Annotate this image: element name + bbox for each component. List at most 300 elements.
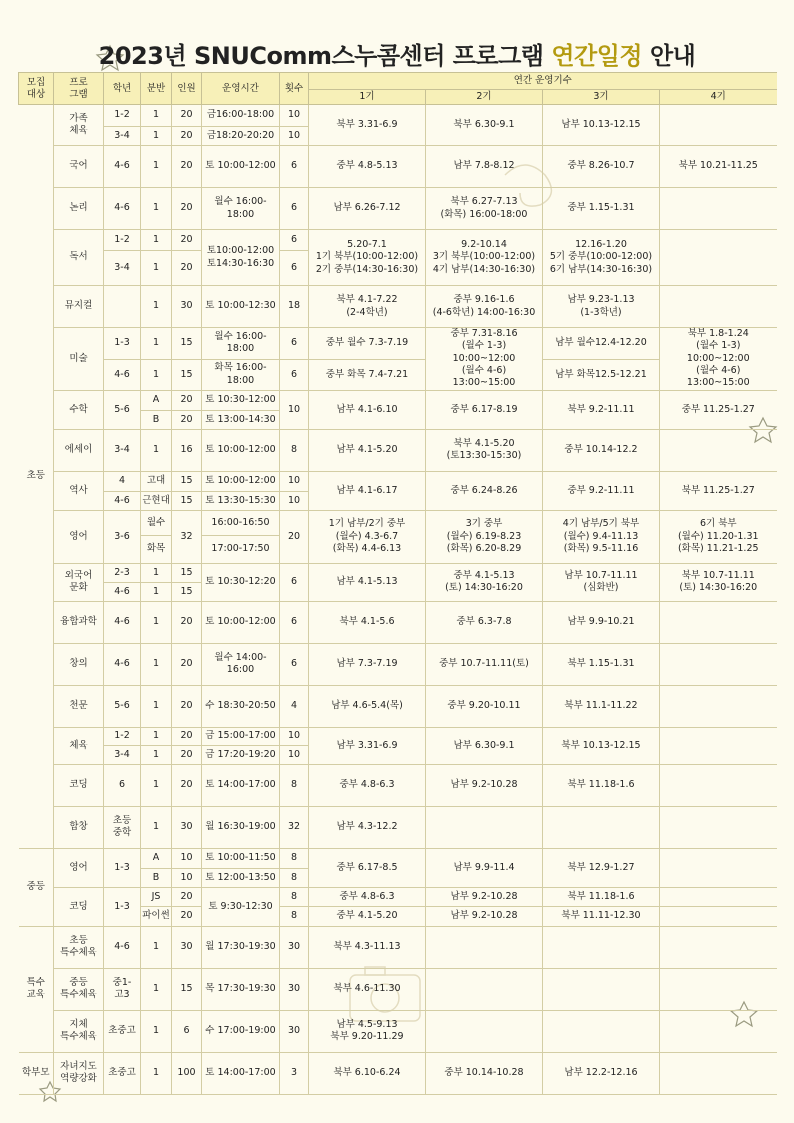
time-cell: 토 10:00-12:30	[202, 286, 280, 328]
term1-cell: 북부 4.6-11.30	[309, 968, 426, 1010]
term4-cell	[660, 601, 777, 643]
capacity-cell: 20	[172, 906, 202, 926]
term3-cell: 남부 9.23-1.13 (1-3학년)	[543, 286, 660, 328]
class-cell: A	[141, 390, 172, 410]
count-cell: 6	[280, 230, 309, 251]
term4-cell: 6기 북부 (월수) 11.20-1.31 (화목) 11.21-1.25	[660, 510, 777, 563]
capacity-cell: 15	[172, 563, 202, 582]
count-cell: 10	[280, 390, 309, 429]
time-cell: 월수 14:00-16:00	[202, 643, 280, 685]
term3-cell: 남부 10.7-11.11 (심화반)	[543, 563, 660, 601]
count-cell: 30	[280, 968, 309, 1010]
term3-cell: 북부 10.13-12.15	[543, 727, 660, 764]
time-cell: 월 16:30-19:00	[202, 806, 280, 848]
term2-cell	[426, 806, 543, 848]
program-cell: 코딩	[54, 887, 104, 926]
term3-cell	[543, 806, 660, 848]
term3-cell: 북부 11.1-11.22	[543, 685, 660, 727]
table-row	[19, 286, 777, 328]
term4-cell	[660, 643, 777, 685]
term4-cell	[660, 188, 777, 230]
table-row	[19, 1010, 777, 1052]
class-cell: 1	[141, 230, 172, 251]
table-row	[19, 764, 777, 806]
time-cell: 토 10:30-12:20	[202, 563, 280, 601]
header-class: 분반	[141, 73, 172, 105]
capacity-cell: 15	[172, 359, 202, 390]
program-cell: 에세이	[54, 429, 104, 471]
grade-cell: 3-4	[104, 745, 141, 764]
header-row	[19, 73, 777, 90]
class-cell: 1	[141, 286, 172, 328]
class-cell: 1	[141, 968, 172, 1010]
class-cell: 1	[141, 806, 172, 848]
count-cell: 10	[280, 727, 309, 745]
term1-cell: 남부 7.3-7.19	[309, 643, 426, 685]
term3-cell: 북부 11.11-12.30	[543, 906, 660, 926]
class-cell: 1	[141, 127, 172, 146]
class-cell: 1	[141, 429, 172, 471]
class-cell: 화목	[141, 535, 172, 563]
grade-cell: 3-4	[104, 251, 141, 286]
capacity-cell: 20	[172, 105, 202, 127]
class-cell: 1	[141, 563, 172, 582]
capacity-cell: 30	[172, 926, 202, 968]
term3-cell: 중부 1.15-1.31	[543, 188, 660, 230]
time-cell: 금 15:00-17:00	[202, 727, 280, 745]
capacity-cell: 20	[172, 390, 202, 410]
table-row	[19, 429, 777, 471]
term4-cell	[660, 1052, 777, 1094]
term4-cell	[660, 968, 777, 1010]
count-cell: 8	[280, 429, 309, 471]
time-cell: 수 17:00-19:00	[202, 1010, 280, 1052]
count-cell: 6	[280, 643, 309, 685]
term1-cell: 1기 남부/2기 중부 (월수) 4.3-6.7 (화목) 4.4-6.13	[309, 510, 426, 563]
count-cell: 6	[280, 146, 309, 188]
table-row	[19, 727, 777, 745]
term2-cell: 북부 6.30-9.1	[426, 105, 543, 146]
time-cell: 화목 16:00-18:00	[202, 359, 280, 390]
class-cell: 1	[141, 105, 172, 127]
capacity-cell: 30	[172, 286, 202, 328]
term4-cell	[660, 429, 777, 471]
term1-cell: 중부 4.8-6.3	[309, 764, 426, 806]
term1-cell: 중부 4.8-5.13	[309, 146, 426, 188]
time-cell: 16:00-16:50	[202, 510, 280, 535]
time-cell: 토 9:30-12:30	[202, 887, 280, 926]
grade-cell: 1-2	[104, 230, 141, 251]
term4-cell	[660, 806, 777, 848]
grade-cell: 6	[104, 764, 141, 806]
count-cell: 32	[280, 806, 309, 848]
term4-cell	[660, 1010, 777, 1052]
table-row	[19, 328, 777, 360]
term1-cell: 중부 4.1-5.20	[309, 906, 426, 926]
term2-cell: 중부 6.17-8.19	[426, 390, 543, 429]
count-cell: 10	[280, 127, 309, 146]
count-cell: 8	[280, 868, 309, 887]
program-cell: 뮤지컬	[54, 286, 104, 328]
capacity-cell: 10	[172, 868, 202, 887]
count-cell: 20	[280, 510, 309, 563]
term2-cell: 중부 10.7-11.11(토)	[426, 643, 543, 685]
term2-cell	[426, 926, 543, 968]
term2-cell: 남부 9.2-10.28	[426, 887, 543, 906]
program-cell: 체육	[54, 727, 104, 764]
title-suffix: 안내	[642, 42, 696, 70]
grade-cell: 1-3	[104, 887, 141, 926]
capacity-cell: 15	[172, 491, 202, 510]
grade-cell: 초중고	[104, 1052, 141, 1094]
time-cell: 토 14:00-17:00	[202, 1052, 280, 1094]
program-cell: 융합과학	[54, 601, 104, 643]
term1-cell: 남부 4.3-12.2	[309, 806, 426, 848]
grade-cell: 4-6	[104, 601, 141, 643]
term3-cell	[543, 1010, 660, 1052]
term3-cell: 남부 화목12.5-12.21	[543, 359, 660, 390]
term1-cell: 5.20-7.1 1기 북부(10:00-12:00) 2기 중부(14:30-16:30)	[309, 230, 426, 286]
term1-cell: 남부 4.1-6.10	[309, 390, 426, 429]
time-cell: 토 14:00-17:00	[202, 764, 280, 806]
table-row	[19, 806, 777, 848]
count-cell: 8	[280, 887, 309, 906]
grade-cell: 5-6	[104, 685, 141, 727]
term3-cell: 북부 11.18-1.6	[543, 764, 660, 806]
term4-cell: 북부 10.7-11.11 (토) 14:30-16:20	[660, 563, 777, 601]
grade-cell: 3-4	[104, 127, 141, 146]
time-cell: 토 10:00-12:00	[202, 146, 280, 188]
term3-cell: 남부 12.2-12.16	[543, 1052, 660, 1094]
header-annual: 연간 운영기수	[309, 73, 777, 90]
level-elementary: 초등	[19, 105, 54, 849]
grade-cell: 초등 중학	[104, 806, 141, 848]
term4-cell	[660, 286, 777, 328]
schedule-table	[18, 72, 777, 1095]
grade-cell: 1-2	[104, 727, 141, 745]
term1-cell: 중부 화목 7.4-7.21	[309, 359, 426, 390]
time-cell: 월수 16:00-18:00	[202, 328, 280, 360]
term3-cell: 북부 9.2-11.11	[543, 390, 660, 429]
term4-cell: 북부 11.25-1.27	[660, 471, 777, 510]
term1-cell: 남부 3.31-6.9	[309, 727, 426, 764]
count-cell: 6	[280, 251, 309, 286]
program-cell: 역사	[54, 471, 104, 510]
class-cell: 1	[141, 359, 172, 390]
term4-cell: 북부 10.21-11.25	[660, 146, 777, 188]
count-cell: 10	[280, 105, 309, 127]
capacity-cell: 20	[172, 146, 202, 188]
capacity-cell: 20	[172, 188, 202, 230]
count-cell: 18	[280, 286, 309, 328]
time-cell: 토 10:00-12:00	[202, 601, 280, 643]
class-cell: 1	[141, 727, 172, 745]
capacity-cell: 16	[172, 429, 202, 471]
program-cell: 천문	[54, 685, 104, 727]
header-count: 횟수	[280, 73, 309, 105]
header-capacity: 인원	[172, 73, 202, 105]
header-term-3: 3기	[543, 90, 660, 105]
capacity-cell: 10	[172, 848, 202, 868]
grade-cell: 초중고	[104, 1010, 141, 1052]
term2-cell: 중부 4.1-5.13 (토) 14:30-16:20	[426, 563, 543, 601]
class-cell: 1	[141, 1052, 172, 1094]
program-cell: 논리	[54, 188, 104, 230]
term3-cell: 북부 11.18-1.6	[543, 887, 660, 906]
term2-cell: 중부 6.24-8.26	[426, 471, 543, 510]
program-cell: 미술	[54, 328, 104, 391]
term4-cell	[660, 764, 777, 806]
count-cell: 30	[280, 1010, 309, 1052]
time-cell: 토 10:00-11:50	[202, 848, 280, 868]
count-cell: 10	[280, 745, 309, 764]
class-cell: 1	[141, 251, 172, 286]
class-cell: 고대	[141, 471, 172, 491]
table-row	[19, 643, 777, 685]
class-cell: 1	[141, 146, 172, 188]
table-row	[19, 471, 777, 491]
class-cell: 월수	[141, 510, 172, 535]
program-cell: 중등 특수체육	[54, 968, 104, 1010]
term3-cell: 중부 8.26-10.7	[543, 146, 660, 188]
count-cell: 6	[280, 188, 309, 230]
capacity-cell: 15	[172, 328, 202, 360]
term4-cell: 중부 11.25-1.27	[660, 390, 777, 429]
term2-cell: 남부 9.9-11.4	[426, 848, 543, 887]
time-cell: 토 12:00-13:50	[202, 868, 280, 887]
term4-cell	[660, 848, 777, 887]
class-cell: 근현대	[141, 491, 172, 510]
count-cell: 6	[280, 563, 309, 601]
level-parent: 학부모	[19, 1052, 54, 1094]
page-title	[0, 36, 794, 71]
time-cell: 금18:20-20:20	[202, 127, 280, 146]
capacity-cell: 32	[172, 510, 202, 563]
time-cell: 토10:00-12:00 토14:30-16:30	[202, 230, 280, 286]
class-cell: 1	[141, 643, 172, 685]
capacity-cell: 20	[172, 127, 202, 146]
count-cell: 8	[280, 764, 309, 806]
term3-cell	[543, 926, 660, 968]
table-row	[19, 188, 777, 230]
term4-cell	[660, 906, 777, 926]
count-cell: 4	[280, 685, 309, 727]
level-special: 특수 교육	[19, 926, 54, 1052]
term1-cell: 중부 월수 7.3-7.19	[309, 328, 426, 360]
capacity-cell: 100	[172, 1052, 202, 1094]
time-cell: 토 10:00-12:00	[202, 429, 280, 471]
time-cell: 수 18:30-20:50	[202, 685, 280, 727]
capacity-cell: 15	[172, 582, 202, 601]
term2-cell: 중부 9.20-10.11	[426, 685, 543, 727]
program-cell: 국어	[54, 146, 104, 188]
grade-cell: 4-6	[104, 491, 141, 510]
class-cell: 1	[141, 926, 172, 968]
capacity-cell: 15	[172, 471, 202, 491]
grade-cell: 4-6	[104, 188, 141, 230]
capacity-cell: 20	[172, 727, 202, 745]
term2-cell: 북부 6.27-7.13 (화목) 16:00-18:00	[426, 188, 543, 230]
grade-cell: 4-6	[104, 643, 141, 685]
term1-cell: 북부 6.10-6.24	[309, 1052, 426, 1094]
grade-cell: 1-3	[104, 328, 141, 360]
program-cell: 초등 특수체육	[54, 926, 104, 968]
time-cell: 토 10:00-12:00	[202, 471, 280, 491]
title-main: 2023년 SNUComm스누콤센터 프로그램	[98, 42, 552, 70]
term2-cell: 중부 10.14-10.28	[426, 1052, 543, 1094]
term4-cell	[660, 727, 777, 764]
grade-cell	[104, 286, 141, 328]
term1-cell: 남부 4.5-9.13 북부 9.20-11.29	[309, 1010, 426, 1052]
term3-cell: 12.16-1.20 5기 중부(10:00-12:00) 6기 남부(14:30-16:30)	[543, 230, 660, 286]
time-cell: 17:00-17:50	[202, 535, 280, 563]
count-cell: 30	[280, 926, 309, 968]
title-highlight: 연간일정	[551, 42, 643, 70]
term4-cell	[660, 685, 777, 727]
capacity-cell: 30	[172, 806, 202, 848]
capacity-cell: 20	[172, 230, 202, 251]
capacity-cell: 20	[172, 745, 202, 764]
term1-cell: 북부 4.1-5.6	[309, 601, 426, 643]
term2-cell: 남부 9.2-10.28	[426, 764, 543, 806]
header-term-4: 4기	[660, 90, 777, 105]
grade-cell: 1-2	[104, 105, 141, 127]
program-cell: 독서	[54, 230, 104, 286]
grade-cell: 4-6	[104, 359, 141, 390]
term1-cell: 북부 4.3-11.13	[309, 926, 426, 968]
time-cell: 목 17:30-19:30	[202, 968, 280, 1010]
term3-cell: 북부 1.15-1.31	[543, 643, 660, 685]
grade-cell: 1-3	[104, 848, 141, 887]
count-cell: 8	[280, 906, 309, 926]
capacity-cell: 20	[172, 764, 202, 806]
term2-cell	[426, 1010, 543, 1052]
program-cell: 영어	[54, 848, 104, 887]
class-cell: 1	[141, 601, 172, 643]
time-cell: 월 17:30-19:30	[202, 926, 280, 968]
term3-cell	[543, 968, 660, 1010]
time-cell: 금16:00-18:00	[202, 105, 280, 127]
term4-cell	[660, 105, 777, 146]
term4-cell	[660, 887, 777, 906]
grade-cell: 4-6	[104, 146, 141, 188]
term3-cell: 남부 월수12.4-12.20	[543, 328, 660, 360]
program-cell: 지체 특수체육	[54, 1010, 104, 1052]
time-cell: 월수 16:00-18:00	[202, 188, 280, 230]
table-row	[19, 105, 777, 127]
term1-cell: 중부 4.8-6.3	[309, 887, 426, 906]
count-cell: 6	[280, 601, 309, 643]
count-cell: 10	[280, 471, 309, 491]
program-cell: 자녀지도 역량강화	[54, 1052, 104, 1094]
table-row	[19, 390, 777, 410]
capacity-cell: 20	[172, 685, 202, 727]
term2-cell: 중부 7.31-8.16 (월수 1-3) 10:00~12:00 (월수 4-6) 13:00~15:00	[426, 328, 543, 391]
program-cell: 외국어 문화	[54, 563, 104, 601]
term4-cell: 북부 1.8-1.24 (월수 1-3) 10:00~12:00 (월수 4-6) 13:00~15:00	[660, 328, 777, 391]
table-row	[19, 968, 777, 1010]
count-cell: 10	[280, 491, 309, 510]
term1-cell: 북부 4.1-7.22 (2-4학년)	[309, 286, 426, 328]
table-row	[19, 926, 777, 968]
term1-cell: 남부 4.1-5.20	[309, 429, 426, 471]
table-row	[19, 563, 777, 582]
term1-cell: 중부 6.17-8.5	[309, 848, 426, 887]
header-program: 프로 그램	[54, 73, 104, 105]
program-cell: 코딩	[54, 764, 104, 806]
term3-cell: 남부 9.9-10.21	[543, 601, 660, 643]
term2-cell: 북부 4.1-5.20 (토13:30-15:30)	[426, 429, 543, 471]
term3-cell: 중부 9.2-11.11	[543, 471, 660, 510]
table-row	[19, 848, 777, 868]
term2-cell: 중부 6.3-7.8	[426, 601, 543, 643]
class-cell: 1	[141, 745, 172, 764]
term2-cell: 3기 중부 (월수) 6.19-8.23 (화목) 6.20-8.29	[426, 510, 543, 563]
capacity-cell: 15	[172, 968, 202, 1010]
term1-cell: 남부 4.1-5.13	[309, 563, 426, 601]
capacity-cell: 20	[172, 251, 202, 286]
grade-cell: 4	[104, 471, 141, 491]
header-level: 모집 대상	[19, 73, 54, 105]
table-row	[19, 510, 777, 535]
term2-cell: 9.2-10.14 3기 북부(10:00-12:00) 4기 남부(14:30-16:30)	[426, 230, 543, 286]
capacity-cell: 20	[172, 601, 202, 643]
class-cell: 1	[141, 764, 172, 806]
table-row	[19, 685, 777, 727]
term2-cell: 중부 9.16-1.6 (4-6학년) 14:00-16:30	[426, 286, 543, 328]
program-cell: 가족 체육	[54, 105, 104, 146]
capacity-cell: 6	[172, 1010, 202, 1052]
class-cell: B	[141, 868, 172, 887]
grade-cell: 3-4	[104, 429, 141, 471]
grade-cell: 2-3	[104, 563, 141, 582]
class-cell: JS	[141, 887, 172, 906]
table-row	[19, 887, 777, 906]
program-cell: 창의	[54, 643, 104, 685]
program-cell: 영어	[54, 510, 104, 563]
term4-cell	[660, 926, 777, 968]
table-row	[19, 601, 777, 643]
grade-cell: 5-6	[104, 390, 141, 429]
capacity-cell: 20	[172, 887, 202, 906]
count-cell: 3	[280, 1052, 309, 1094]
capacity-cell: 20	[172, 643, 202, 685]
term1-cell: 남부 4.1-6.17	[309, 471, 426, 510]
term1-cell: 남부 4.6-5.4(목)	[309, 685, 426, 727]
term2-cell: 남부 7.8-8.12	[426, 146, 543, 188]
term3-cell: 북부 12.9-1.27	[543, 848, 660, 887]
term3-cell: 남부 10.13-12.15	[543, 105, 660, 146]
term2-cell: 남부 6.30-9.1	[426, 727, 543, 764]
program-cell: 합창	[54, 806, 104, 848]
class-cell: 1	[141, 188, 172, 230]
count-cell: 6	[280, 328, 309, 360]
header-time: 운영시간	[202, 73, 280, 105]
grade-cell: 3-6	[104, 510, 141, 563]
term3-cell: 중부 10.14-12.2	[543, 429, 660, 471]
header-term-1: 1기	[309, 90, 426, 105]
class-cell: B	[141, 410, 172, 429]
count-cell: 8	[280, 848, 309, 868]
time-cell: 토 13:30-15:30	[202, 491, 280, 510]
term3-cell: 4기 남부/5기 북부 (월수) 9.4-11.13 (화목) 9.5-11.16	[543, 510, 660, 563]
capacity-cell: 20	[172, 410, 202, 429]
grade-cell: 중1- 고3	[104, 968, 141, 1010]
class-cell: 1	[141, 1010, 172, 1052]
level-middle: 중등	[19, 848, 54, 926]
header-term-2: 2기	[426, 90, 543, 105]
class-cell: 1	[141, 328, 172, 360]
